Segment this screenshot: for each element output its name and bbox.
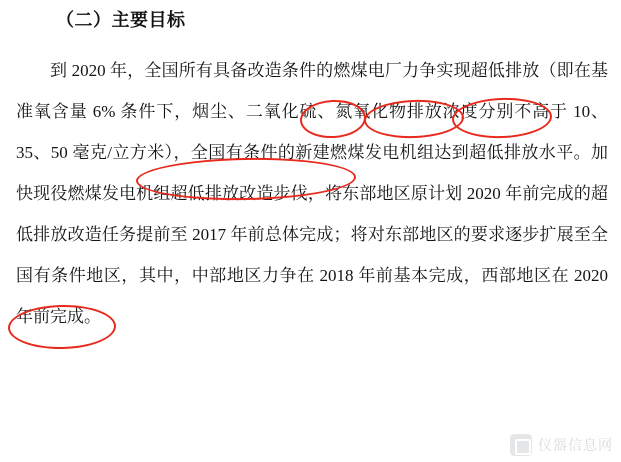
document-paragraph (16, 50, 613, 337)
watermark-label: 仪器信息网 (538, 437, 613, 453)
page-title: （二）主要目标 (56, 10, 186, 30)
watermark-logo-icon (510, 434, 532, 456)
watermark (510, 434, 613, 456)
paragraph-text: 到 2020 年，全国所有具备改造条件的燃煤电厂力争实现超低排放（即在基准氧含量 6% 条件下，烟尘、二氧化硫、氮氧化物排放浓度分别不高于 10、35、50 毫克/立方米），全国有条件的新建燃煤发电机组达到超低排放水平。加快现役燃煤发电机组超低排放改造步伐，将东部地区原计划 2020 年前完成的超低排放改造任务提前至 2017 年前总体完成；将对东部地区的要求逐步扩展至全国有条件地区，其中，中部地区力争在 2018 年前基本完成，西部地区在 2020 年前完成。 (16, 61, 613, 326)
